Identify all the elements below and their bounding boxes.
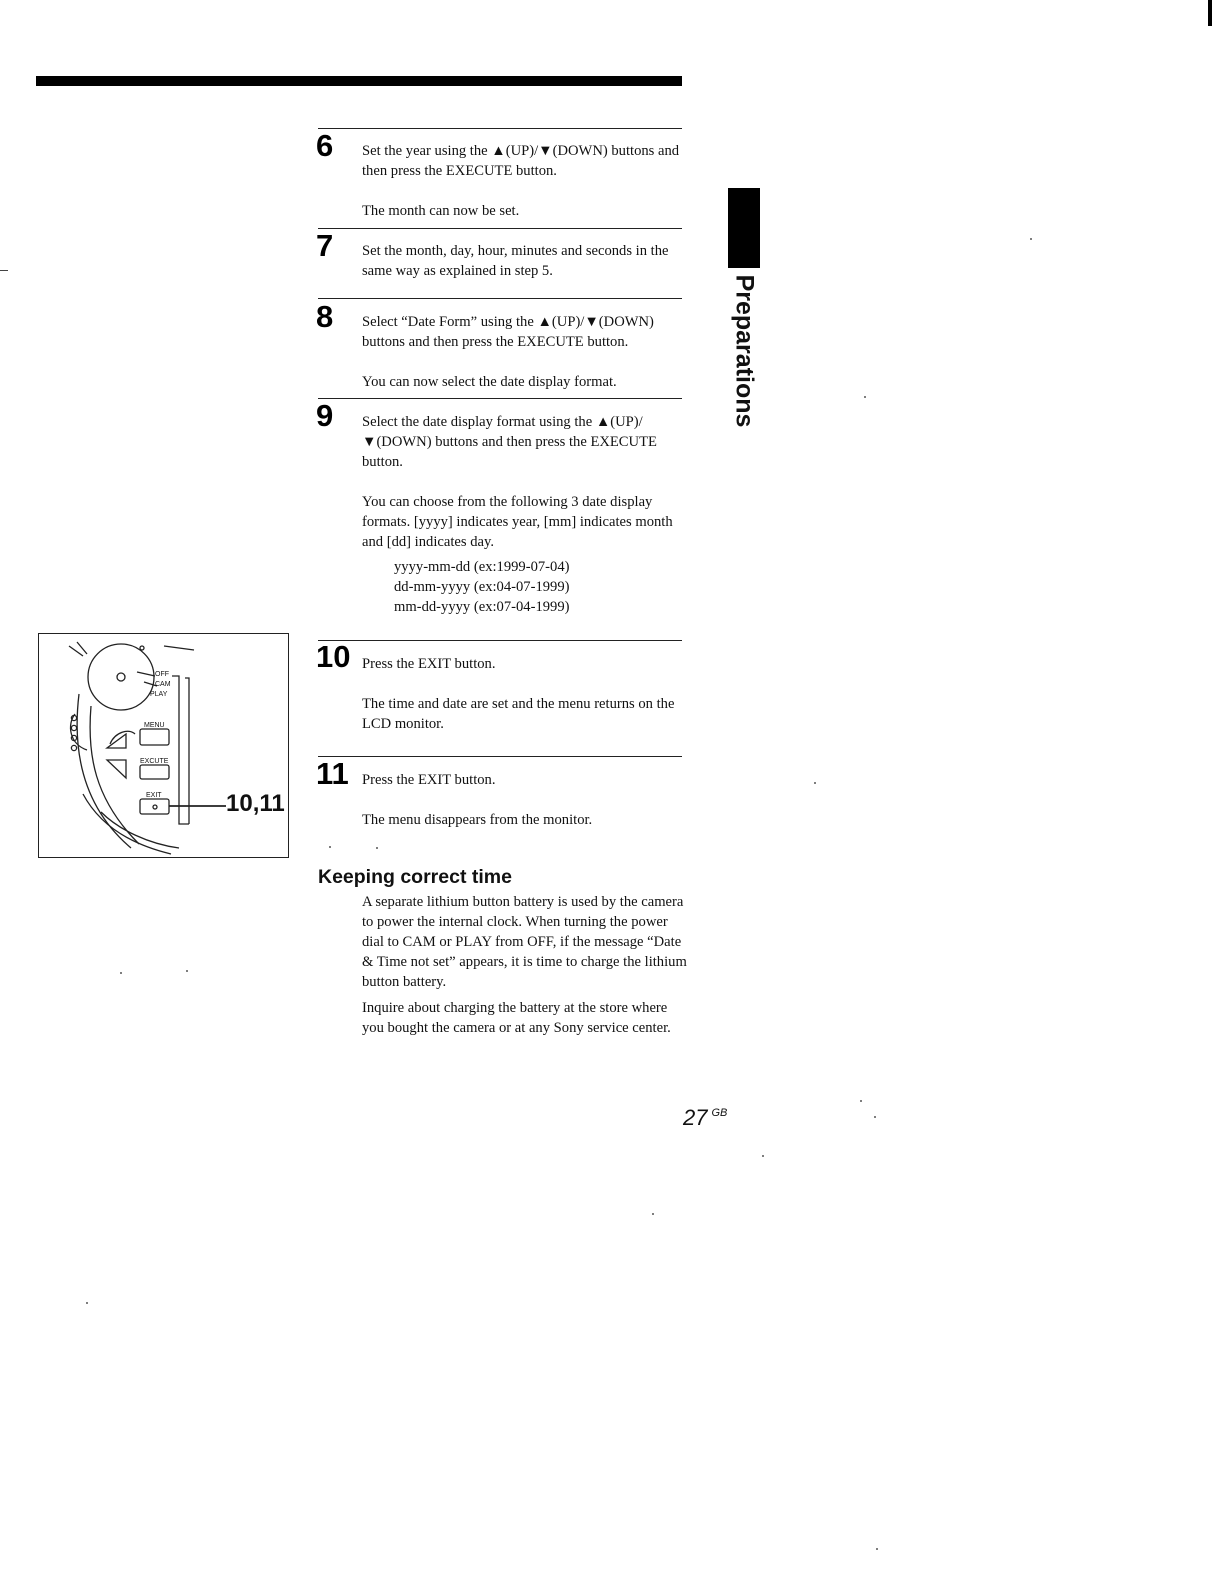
- step-number: 8: [316, 299, 334, 334]
- step-instruction: Select “Date Form” using the ▲(UP)/▼(DOWN) buttons and then press the EXECUTE button.: [362, 314, 654, 350]
- edge-mark: [0, 270, 8, 271]
- menu-button-label: MENU: [144, 722, 165, 729]
- page-number-value: 27: [683, 1105, 708, 1130]
- camera-controls-illustration: [38, 633, 289, 858]
- scan-speck: [814, 782, 816, 784]
- page-number: [683, 1105, 727, 1131]
- date-format-item: mm-dd-yyyy (ex:07-04-1999): [394, 599, 570, 615]
- step-number: 6: [316, 128, 334, 163]
- step-divider: [318, 228, 682, 229]
- edge-mark: [1208, 0, 1212, 26]
- scan-speck: [860, 1100, 862, 1102]
- page-number-suffix: GB: [711, 1107, 728, 1119]
- step-instruction: Set the year using the ▲(UP)/▼(DOWN) buttons and then press the EXECUTE button.: [362, 143, 680, 179]
- scan-speck: [376, 847, 378, 849]
- step-instruction: Press the EXIT button.: [362, 772, 496, 788]
- section-paragraph: A separate lithium button battery is used by the camera to power the internal clock. When turning the power dial to CAM or PLAY from OFF, if the message “Date & Time not set” appears, it is time to charge the lithium button battery.: [362, 894, 687, 990]
- scan-speck: [874, 1116, 876, 1118]
- scan-speck: [186, 970, 188, 972]
- dial-label-off: OFF: [155, 671, 169, 678]
- step-divider: [318, 756, 682, 757]
- scan-speck: [876, 1548, 878, 1550]
- step-note: You can choose from the following 3 date display formats. [yyyy] indicates year, [mm] indicates month and [dd] indicates day.: [362, 494, 673, 550]
- section-tab: [724, 276, 764, 426]
- scan-speck: [762, 1155, 764, 1157]
- scan-speck: [864, 396, 866, 398]
- exit-button-label: EXIT: [146, 792, 162, 799]
- execute-button-label: EXCUTE: [140, 758, 169, 765]
- date-format-item: dd-mm-yyyy (ex:04-07-1999): [394, 579, 570, 595]
- scan-speck: [1030, 238, 1032, 240]
- step-note: The time and date are set and the menu returns on the LCD monitor.: [362, 696, 675, 732]
- step-number: 11: [316, 756, 349, 791]
- step-note: The menu disappears from the monitor.: [362, 812, 593, 828]
- date-format-item: yyyy-mm-dd (ex:1999-07-04): [394, 559, 570, 575]
- camera-controls-drawing: [39, 634, 289, 858]
- scan-speck: [86, 1302, 88, 1304]
- scan-speck: [652, 1213, 654, 1215]
- section-heading: Keeping correct time: [318, 866, 512, 888]
- step-divider: [318, 398, 682, 399]
- step-divider: [318, 640, 682, 641]
- step-divider: [318, 298, 682, 299]
- section-paragraph: Inquire about charging the battery at the store where you bought the camera or at any Sony service center.: [362, 1000, 671, 1036]
- step-number: 9: [316, 398, 334, 433]
- section-tab-marker: [728, 188, 760, 268]
- section-tab-label: Preparations: [730, 274, 759, 428]
- scan-speck: [329, 846, 331, 848]
- step-instruction: Select the date display format using the ▲(UP)/ ▼(DOWN) buttons and then press the EXECUTE button.: [362, 414, 657, 470]
- figure-callout: 10,11: [226, 790, 285, 817]
- header-bar: [36, 76, 682, 86]
- step-note: You can now select the date display format.: [362, 374, 617, 390]
- step-instruction: Press the EXIT button.: [362, 656, 496, 672]
- dial-label-play: PLAY: [150, 691, 168, 698]
- step-number: 7: [316, 228, 334, 263]
- step-instruction: Set the month, day, hour, minutes and seconds in the same way as explained in step 5.: [362, 243, 669, 279]
- step-note: The month can now be set.: [362, 203, 520, 219]
- scan-speck: [120, 972, 122, 974]
- dial-label-cam: CAM: [155, 681, 171, 688]
- step-number: 10: [316, 639, 351, 674]
- step-divider: [318, 128, 682, 129]
